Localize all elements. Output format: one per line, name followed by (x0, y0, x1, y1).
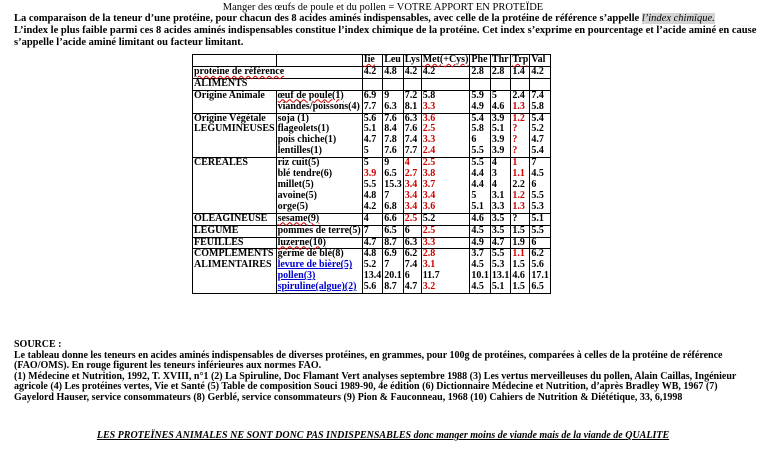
value-cell (383, 225, 404, 237)
value: 5 (491, 89, 497, 101)
reference-value: 1.4 (511, 66, 530, 78)
value-cell (470, 113, 491, 158)
food-name: avoine(5) (277, 189, 318, 201)
value-cell (490, 225, 511, 237)
food-name: sesame(9) (277, 212, 320, 224)
value-cell (530, 113, 551, 158)
value: 4.7 (363, 236, 377, 248)
empty-cell (490, 78, 511, 90)
reference-label-text: proteine de référence (194, 65, 285, 77)
value: 2.4 (512, 89, 525, 101)
value: 3.2 (422, 281, 436, 293)
value: 4.9 (471, 100, 484, 112)
food-name[interactable]: pollen(3) (277, 270, 316, 282)
value-cell (490, 249, 511, 294)
food-name: riz cuit(5) (277, 157, 320, 169)
value: 1.3 (512, 200, 525, 212)
value: 5.5 (531, 224, 544, 236)
value: 5.4 (471, 112, 484, 124)
value-cell (421, 113, 470, 158)
value-cell (511, 158, 530, 214)
value-cell (511, 249, 530, 294)
value: 6.2 (531, 248, 544, 260)
value: 4 (491, 178, 497, 190)
food-name: millet(5) (277, 178, 314, 190)
value: 6.9 (384, 248, 397, 260)
column-header-label: Thr (491, 54, 509, 65)
value: 5.8 (422, 89, 436, 101)
value: 4 (363, 212, 369, 224)
cell-line: CEREALES (194, 157, 248, 169)
cell-line: COMPLEMENTS (194, 248, 274, 260)
food-name: œuf de poule(1) (277, 89, 344, 101)
food-list (276, 90, 362, 113)
value: 7.8 (384, 134, 397, 146)
value: 2.8 (422, 248, 436, 260)
value: 6.3 (404, 236, 418, 248)
empty-cell (421, 78, 470, 90)
value: 4.5 (531, 168, 544, 180)
value: 7.7 (404, 145, 418, 157)
value: 2.4 (422, 145, 436, 157)
value: 3.7 (422, 178, 436, 190)
value: 6.3 (384, 100, 397, 112)
value: 6 (531, 236, 537, 248)
reference-value: 2.8 (490, 66, 511, 78)
group-row (193, 213, 551, 225)
value: ? (512, 212, 518, 224)
value: 4.7 (531, 134, 544, 146)
intro-sentence-1: La comparaison de la teneur d’une protéine, pour chacun des 8 acides aminés indispensables, avec celle de la protéine de référence s’appelle (14, 13, 642, 24)
food-name: pois chiche(1) (277, 134, 337, 146)
value: 6.5 (531, 281, 544, 293)
value: 1.1 (512, 168, 525, 180)
value: 5.5 (531, 189, 544, 201)
value: 5.2 (531, 123, 544, 135)
value: 4.5 (471, 281, 484, 293)
value: 3.3 (491, 200, 505, 212)
value: 3.1 (491, 189, 505, 201)
value: 3.7 (471, 248, 484, 260)
value: 4.7 (491, 236, 505, 248)
value: 1.5 (512, 259, 525, 271)
value: 6.5 (384, 224, 397, 236)
value: 4.8 (363, 189, 377, 201)
value-cell (530, 213, 551, 225)
reference-value: 4.2 (530, 66, 551, 78)
value: 5.6 (363, 112, 377, 124)
value: 5.1 (471, 200, 484, 212)
value-cell (421, 158, 470, 214)
group-row (193, 225, 551, 237)
value: 3.4 (404, 178, 418, 190)
source-heading: SOURCE : (14, 339, 62, 350)
value: 1.2 (512, 189, 525, 201)
value: 8.4 (384, 123, 397, 135)
value: 3 (491, 168, 497, 180)
value: ? (512, 134, 518, 146)
empty-cell (383, 78, 404, 90)
food-name: lentilles(1) (277, 145, 323, 157)
column-header-label: Phe (471, 54, 488, 65)
value-cell (403, 249, 421, 294)
value-cell (362, 213, 383, 225)
cell-line: Origine Animale (194, 89, 265, 101)
value-cell (403, 158, 421, 214)
value: 1.9 (512, 236, 525, 248)
empty-cell (362, 78, 383, 90)
column-header-label: Met(+Cys) (422, 54, 469, 65)
food-name: pommes de terre(5) (277, 224, 361, 236)
value-cell (470, 237, 491, 249)
value-cell (511, 237, 530, 249)
value: 3.4 (404, 189, 418, 201)
value: 7.6 (404, 123, 418, 135)
page-title: Manger des œufs de poule et du pollen = VOTRE APPORT EN PROTEÏDE (222, 2, 544, 13)
value: 17.1 (531, 270, 549, 282)
value: 7 (531, 157, 537, 169)
value-cell (470, 213, 491, 225)
value-cell (470, 90, 491, 113)
value-cell (421, 249, 470, 294)
value: 4.7 (363, 134, 377, 146)
reference-value: 4.2 (362, 66, 383, 78)
value: 13.4 (363, 270, 382, 282)
value: 2.2 (512, 178, 525, 190)
group-row (193, 113, 551, 158)
value: 13.1 (491, 270, 510, 282)
column-header (383, 55, 404, 67)
value: 5.5 (471, 157, 484, 169)
value-cell (530, 237, 551, 249)
value: 1.3 (512, 100, 525, 112)
value: 3.3 (422, 100, 436, 112)
value-cell (383, 213, 404, 225)
value-cell (530, 225, 551, 237)
empty-cell (403, 78, 421, 90)
value: 2.5 (404, 212, 418, 224)
value-cell (490, 158, 511, 214)
group-row (193, 90, 551, 113)
value: 6.5 (384, 168, 397, 180)
source-references: (1) Médecine et Nutrition, 1992, T. XVIII, n°1 (2) La Spiruline, Doc Flamant Vert analyses septembre 1988 (3) Les vertus merveilleuses du pollen, Alain Caillas, Ingénieur agricole (4) Les protéines vertes, Vie et Santé (5) Table de composition Souci 1989-90, 4e édition (6) Dictionnaire Médecine et Nutrition, d’après Bradley WB, 1967 (7) Gayelord Hauser, service consommateurs (8) Gerblé, service consommateurs (9) Pion & Fauconneau, 1968 (10) Cahiers de Nutrition & Diététique, 33, 6,1998 (14, 370, 737, 403)
value-cell (403, 237, 421, 249)
value: 6 (471, 134, 477, 146)
value-cell (362, 90, 383, 113)
value-cell (403, 213, 421, 225)
value-cell (490, 237, 511, 249)
value-cell (530, 90, 551, 113)
value-cell (470, 158, 491, 214)
header-empty-cell (193, 55, 277, 67)
column-header-label: Trp (512, 54, 529, 65)
food-name[interactable]: levure de bière(5) (277, 259, 353, 271)
value-cell (362, 113, 383, 158)
value: 3.3 (422, 236, 436, 248)
value: 9 (384, 89, 390, 101)
value: 5 (471, 189, 477, 201)
value: 6.9 (363, 89, 377, 101)
group-name (193, 249, 277, 294)
value: 5.6 (531, 259, 544, 271)
cell-line: LEGUMINEUSES (194, 123, 275, 135)
value-cell (490, 113, 511, 158)
column-header (530, 55, 551, 67)
value-cell (403, 225, 421, 237)
food-name: luzerne(10) (277, 236, 326, 248)
group-row (193, 249, 551, 294)
value: 4.7 (404, 281, 418, 293)
value-cell (530, 249, 551, 294)
value-cell (403, 113, 421, 158)
food-list (276, 213, 362, 225)
reference-value: 4.2 (421, 66, 470, 78)
cell-line: FEUILLES (194, 236, 244, 248)
value: 2.5 (422, 224, 436, 236)
value: 7.4 (531, 89, 544, 101)
value: 2.7 (404, 168, 418, 180)
value: 8.1 (404, 100, 418, 112)
value: 1.1 (512, 248, 525, 260)
value-cell (362, 158, 383, 214)
value-cell (383, 237, 404, 249)
value: 4.6 (512, 270, 525, 282)
cell-line: Origine Végétale (194, 112, 266, 124)
value: 4.2 (363, 200, 377, 212)
value: 3.4 (404, 200, 418, 212)
value: 1.5 (512, 281, 525, 293)
value: 1.2 (512, 112, 525, 124)
cell-line: ALIMENTAIRES (194, 259, 272, 271)
value-cell (530, 158, 551, 214)
food-list (276, 158, 362, 214)
value: 5.3 (531, 200, 544, 212)
value: ? (512, 123, 518, 135)
value: 3.9 (491, 134, 505, 146)
reference-value: 4.2 (403, 66, 421, 78)
value: 5 (363, 145, 369, 157)
value: 7.6 (384, 145, 397, 157)
value: 5 (363, 157, 369, 169)
value: 6.8 (384, 200, 397, 212)
value: 7 (363, 224, 369, 236)
value: 6.6 (384, 212, 397, 224)
value: 5.6 (363, 281, 377, 293)
value: 9 (384, 157, 390, 169)
cell-line: LEGUME (194, 224, 239, 236)
value: 3.4 (422, 189, 436, 201)
reference-value: 2.8 (470, 66, 491, 78)
food-name: flageolets(1) (277, 123, 330, 135)
value: 3.6 (422, 200, 436, 212)
value: 5.4 (531, 145, 544, 157)
column-header (511, 55, 530, 67)
food-name: orge(5) (277, 200, 309, 212)
amino-acid-table (192, 54, 551, 294)
value: 4.5 (471, 259, 484, 271)
value: 5.8 (531, 100, 544, 112)
food-name[interactable]: spiruline(algue)(2) (277, 281, 357, 293)
value: 3.5 (491, 224, 505, 236)
value: 3.5 (491, 212, 505, 224)
value: 5.1 (491, 123, 505, 135)
column-header (470, 55, 491, 67)
cell-line: OLEAGINEUSE (194, 212, 268, 224)
intro-sentence-2: L’index le plus faible parmi ces 8 acides aminés indispensables constitue l’index chimique de la protéine. Cet index s’exprime en pourcentage et l’acide aminé en cause s’appelle l’acide aminé limitant ou facteur limitant. (14, 25, 757, 48)
value: 7.4 (404, 259, 418, 271)
value: 6 (404, 270, 410, 282)
value-cell (511, 113, 530, 158)
group-name (193, 237, 277, 249)
value-cell (421, 213, 470, 225)
value: 3.9 (491, 112, 505, 124)
value-cell (421, 90, 470, 113)
food-name: viandes/poissons(4) (277, 100, 360, 112)
food-list (276, 237, 362, 249)
value-cell (490, 90, 511, 113)
value: 4 (404, 157, 410, 169)
food-list (276, 225, 362, 237)
value-cell (511, 90, 530, 113)
food-name: soja (1) (277, 112, 309, 124)
value: 1.5 (512, 224, 525, 236)
value: 3.8 (422, 168, 436, 180)
value: 4.4 (471, 178, 484, 190)
value: 4.4 (471, 168, 484, 180)
column-header (421, 55, 470, 67)
value: 11.7 (422, 270, 440, 282)
value: 3.6 (422, 112, 436, 124)
group-name (193, 158, 277, 214)
value: 15.3 (384, 178, 402, 190)
value: 5.4 (531, 112, 544, 124)
value-cell (383, 158, 404, 214)
group-row (193, 237, 551, 249)
value: 7.6 (384, 112, 397, 124)
value: 7.2 (404, 89, 418, 101)
empty-cell (511, 78, 530, 90)
value: 4.5 (471, 224, 484, 236)
value-cell (470, 225, 491, 237)
value: 5.9 (471, 89, 484, 101)
value: 4.8 (363, 248, 377, 260)
group-name (193, 113, 277, 158)
value: 8.7 (384, 236, 397, 248)
value-cell (421, 237, 470, 249)
conclusion-text: LES PROTEÏNES ANIMALES NE SONT DONC PAS INDISPENSABLES donc manger moins de viande mais de la viande de QUALITE (96, 430, 670, 441)
column-header (490, 55, 511, 67)
reference-value: 4.8 (383, 66, 404, 78)
value: 4 (491, 157, 497, 169)
value: 7.4 (404, 134, 418, 146)
value: 5.2 (363, 259, 377, 271)
value: 7.7 (363, 100, 377, 112)
source-description: Le tableau donne les teneurs en acides aminés indispensables de diverses protéines, en grammes, pour 100g de protéines, comparées à celles de la protéine de référence (FAO/OMS). En rouge figurent les teneurs inférieures aux normes FAO. (14, 349, 723, 372)
value: 4.9 (471, 236, 484, 248)
value-cell (421, 225, 470, 237)
intro-text (14, 13, 759, 49)
value: 7 (384, 189, 390, 201)
value: 5.2 (422, 212, 436, 224)
column-header-label: Lys (404, 54, 420, 65)
value: 5.1 (531, 212, 544, 224)
value: 3.9 (491, 145, 505, 157)
value: 5.5 (363, 178, 377, 190)
empty-cell (470, 78, 491, 90)
value-cell (490, 213, 511, 225)
reference-row (193, 66, 551, 78)
value: 6.2 (404, 248, 418, 260)
value-cell (362, 237, 383, 249)
group-name (193, 213, 277, 225)
value: 1 (512, 157, 518, 169)
value-cell (362, 249, 383, 294)
column-header-label: Val (531, 54, 546, 65)
header-row (193, 55, 551, 67)
food-name: germe de blé(8) (277, 248, 344, 260)
value-cell (403, 90, 421, 113)
value-cell (511, 213, 530, 225)
value: 6.3 (404, 112, 418, 124)
column-header (362, 55, 383, 67)
column-header (403, 55, 421, 67)
food-name: blé tendre(6) (277, 168, 333, 180)
value: ? (512, 145, 518, 157)
group-row (193, 158, 551, 214)
value: 5.1 (491, 281, 505, 293)
column-header-label: Leu (384, 54, 401, 65)
value: 3.9 (363, 168, 377, 180)
value: 6 (531, 178, 537, 190)
reference-label (193, 66, 363, 78)
value: 3.1 (422, 259, 436, 271)
value: 2.5 (422, 157, 436, 169)
index-chimique-highlight: l’index chimique. (641, 13, 715, 24)
value: 20.1 (384, 270, 402, 282)
value-cell (383, 113, 404, 158)
value-cell (511, 225, 530, 237)
value: 7 (384, 259, 390, 271)
value: 5.8 (471, 123, 484, 135)
group-name (193, 225, 277, 237)
value: 10.1 (471, 270, 489, 282)
header-empty-cell (276, 55, 362, 67)
value: 8.7 (384, 281, 397, 293)
group-name (193, 90, 277, 113)
value: 5.1 (363, 123, 377, 135)
source-section (14, 340, 759, 404)
food-list (276, 249, 362, 294)
empty-cell (530, 78, 551, 90)
aliments-row (193, 78, 551, 90)
value-cell (383, 249, 404, 294)
food-list (276, 113, 362, 158)
value: 2.5 (422, 123, 436, 135)
value: 4.6 (491, 100, 505, 112)
value: 5.5 (491, 248, 505, 260)
value: 6 (404, 224, 410, 236)
value: 4.6 (471, 212, 484, 224)
value-cell (470, 249, 491, 294)
value: 5.5 (471, 145, 484, 157)
value-cell (383, 90, 404, 113)
column-header-label: Iie (363, 54, 375, 65)
value-cell (362, 225, 383, 237)
aliments-label: ALIMENTS (193, 78, 363, 90)
value: 3.3 (422, 134, 436, 146)
value: 5.3 (491, 259, 505, 271)
